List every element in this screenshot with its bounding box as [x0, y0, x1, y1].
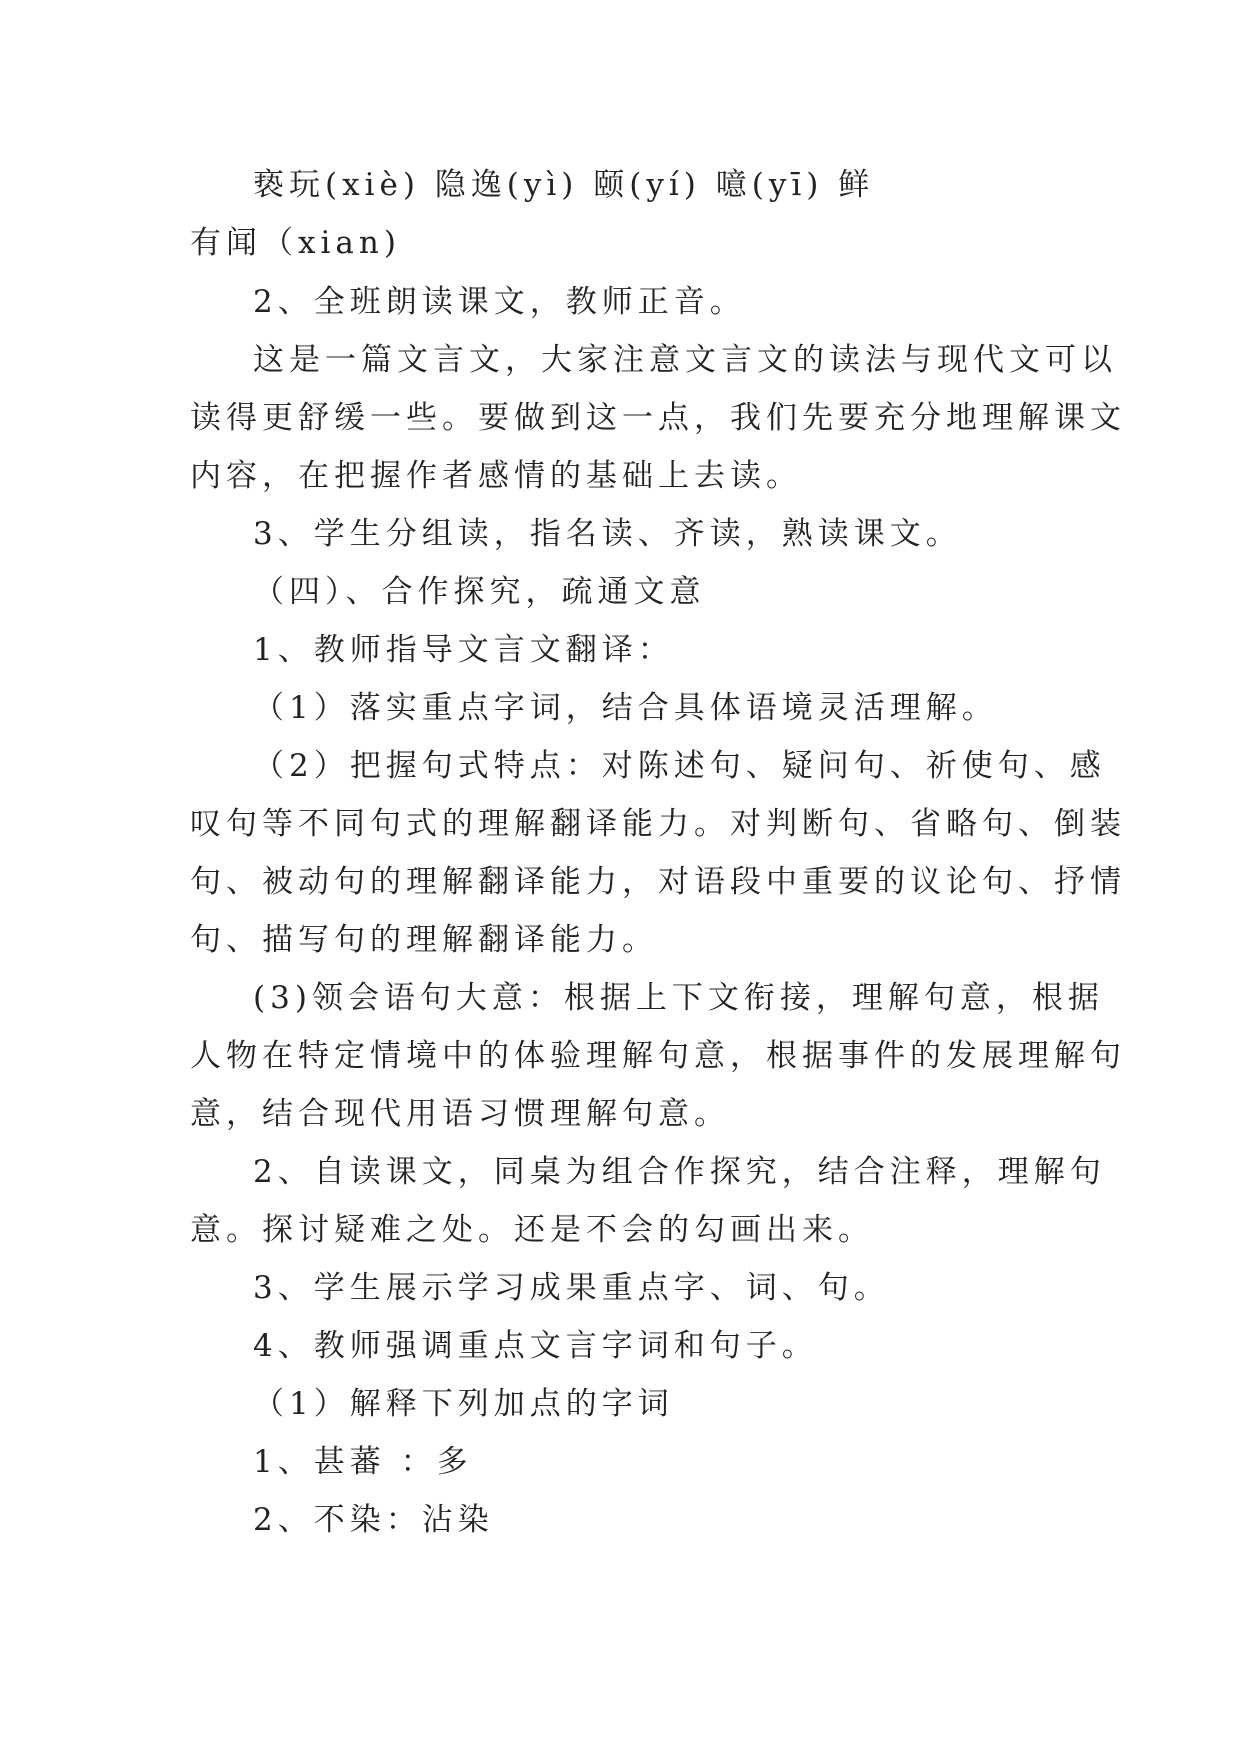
pinyin-line-2: 有闻（xian) — [190, 225, 401, 261]
paragraph-line: 句、被动句的理解翻译能力，对语段中重要的议论句、抒情 — [190, 864, 1126, 900]
paragraph-line: 叹句等不同句式的理解翻译能力。对判断句、省略句、倒装 — [190, 806, 1126, 842]
sub-item-2: （2）把握句式特点：对陈述句、疑问句、祈使句、感 — [253, 748, 1106, 784]
paragraph-line: 这是一篇文言文，大家注意文言文的读法与现代文可以 — [253, 342, 1117, 378]
section-heading-4: （四）、合作探究，疏通文意 — [253, 574, 706, 610]
step-2-read-aloud: 2、全班朗读课文，教师正音。 — [253, 284, 746, 320]
sub-item-3: (3)领会语句大意：根据上下文衔接，理解句意，根据 — [253, 980, 1104, 1016]
paragraph-line: 内容，在把握作者感情的基础上去读。 — [190, 458, 802, 494]
step-3-show-results: 3、学生展示学习成果重点字、词、句。 — [253, 1270, 890, 1306]
step-2-self-study: 2、自读课文，同桌为组合作探究，结合注释，理解句 — [253, 1154, 1106, 1190]
paragraph-line: 句、描写句的理解翻译能力。 — [190, 922, 658, 958]
pinyin-line-1: 亵玩(xiè) 隐逸(yì) 颐(yí) 噫(yī) 鲜 — [253, 167, 875, 203]
exercise-item-1: 1、甚蕃 ：多 — [253, 1444, 473, 1480]
paragraph-line: 读得更舒缓一些。要做到这一点，我们先要充分地理解课文 — [190, 400, 1126, 436]
exercise-heading: （1）解释下列加点的字词 — [253, 1386, 674, 1422]
exercise-item-2: 2、不染：沾染 — [253, 1502, 494, 1538]
step-3-group-reading: 3、学生分组读，指名读、齐读，熟读课文。 — [253, 516, 962, 552]
step-4-teacher-emphasis: 4、教师强调重点文言字词和句子。 — [253, 1328, 818, 1364]
paragraph-line: 意。探讨疑难之处。还是不会的勾画出来。 — [190, 1212, 874, 1248]
paragraph-line: 意，结合现代用语习惯理解句意。 — [190, 1096, 730, 1132]
step-1-teacher-guide: 1、教师指导文言文翻译： — [253, 632, 674, 668]
sub-item-1: （1）落实重点字词，结合具体语境灵活理解。 — [253, 690, 998, 726]
paragraph-line: 人物在特定情境中的体验理解句意，根据事件的发展理解句 — [190, 1038, 1126, 1074]
